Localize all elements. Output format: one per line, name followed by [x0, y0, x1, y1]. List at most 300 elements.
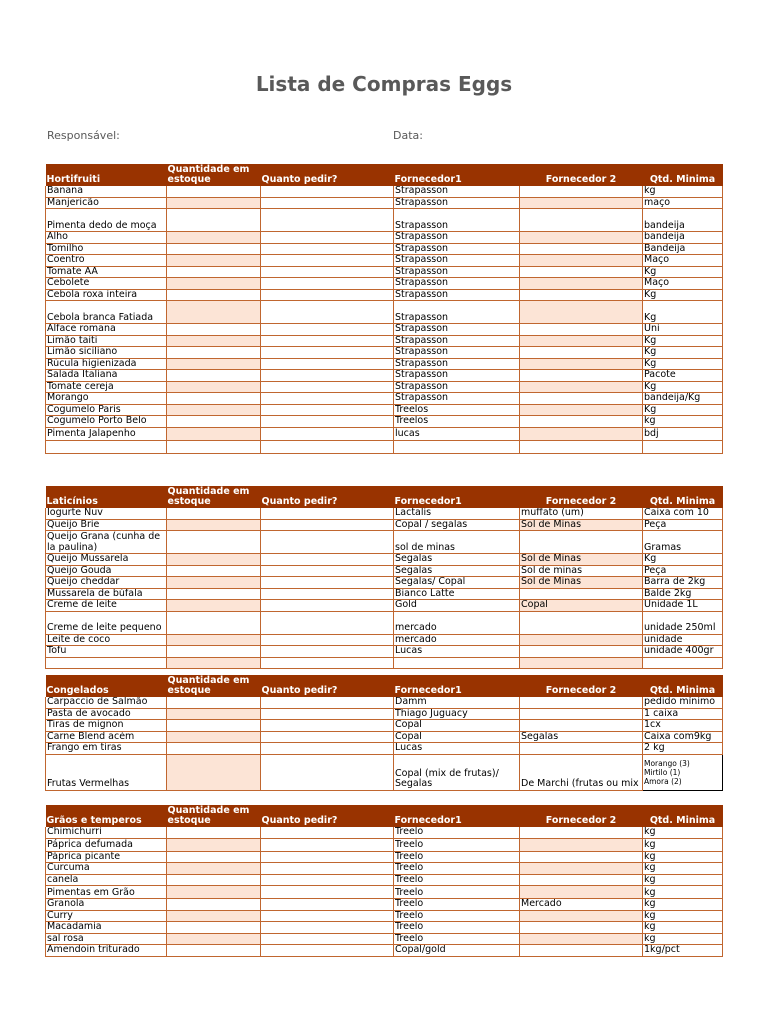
- order-qty-cell[interactable]: [261, 565, 394, 577]
- supplier1-cell: Copal (mix de frutas)/ Segalas: [394, 754, 520, 790]
- stock-qty-cell[interactable]: [167, 324, 261, 336]
- min-qty-cell: bdj: [643, 427, 723, 440]
- min-qty-cell: Caixa com9kg: [643, 731, 723, 743]
- stock-qty-header: Quantidade em estoque: [167, 486, 261, 508]
- item-name-cell: Frango em tiras: [46, 743, 167, 755]
- stock-qty-cell[interactable]: [167, 440, 261, 453]
- min-qty-cell: Kg: [643, 335, 723, 347]
- item-name-cell: Queijo Brie: [46, 519, 167, 531]
- supplier1-cell: Strapasson: [394, 243, 520, 255]
- supplier2-cell: [520, 289, 643, 301]
- stock-qty-cell[interactable]: [167, 427, 261, 440]
- item-name-cell: Frutas Vermelhas: [46, 754, 167, 790]
- supplier1-cell: Copal: [394, 731, 520, 743]
- item-name-cell: Tofu: [46, 646, 167, 658]
- min-qty-cell: bandeija/Kg: [643, 393, 723, 405]
- table-row: [46, 565, 723, 577]
- supplier1-cell: Strapasson: [394, 232, 520, 244]
- stock-qty-cell[interactable]: [167, 743, 261, 755]
- order-qty-header: Quanto pedir?: [261, 164, 394, 186]
- stock-qty-cell[interactable]: [167, 393, 261, 405]
- stock-qty-cell[interactable]: [167, 838, 261, 851]
- stock-qty-cell[interactable]: [167, 600, 261, 612]
- item-name-cell: Tomate cereja: [46, 381, 167, 393]
- order-qty-cell[interactable]: [261, 255, 394, 267]
- supplier1-cell: Treelo: [394, 899, 520, 911]
- supplier1-cell: Segalas: [394, 554, 520, 566]
- stock-qty-cell[interactable]: [167, 565, 261, 577]
- supplier1-cell: Bianco Latte: [394, 588, 520, 600]
- stock-qty-cell[interactable]: [167, 381, 261, 393]
- supplier2-cell: [520, 851, 643, 863]
- order-qty-cell[interactable]: [261, 370, 394, 382]
- stock-qty-header: Quantidade em estoque: [167, 164, 261, 186]
- min-qty-cell: 1kg/pct: [643, 945, 723, 957]
- section-hortifruiti: [45, 164, 722, 454]
- order-qty-cell[interactable]: [261, 697, 394, 708]
- min-qty-cell: pedido mínimo: [643, 697, 723, 708]
- stock-qty-cell[interactable]: [167, 347, 261, 359]
- item-name-cell: Queijo cheddar: [46, 577, 167, 589]
- order-qty-cell[interactable]: [261, 708, 394, 720]
- supplier1-cell: Copal: [394, 720, 520, 732]
- min-qty-cell: [643, 440, 723, 453]
- stock-qty-cell[interactable]: [167, 910, 261, 922]
- order-qty-cell[interactable]: [261, 289, 394, 301]
- order-qty-cell[interactable]: [261, 577, 394, 589]
- order-qty-cell[interactable]: [261, 634, 394, 646]
- order-qty-cell[interactable]: [261, 358, 394, 370]
- supplier2-cell: [520, 381, 643, 393]
- supplier2-cell: [520, 370, 643, 382]
- supplier2-header: Fornecedor 2: [520, 164, 643, 186]
- min-qty-cell: unidade 400gr: [643, 646, 723, 658]
- order-qty-cell[interactable]: [261, 266, 394, 278]
- supplier1-cell: Lactalis: [394, 508, 520, 519]
- item-name-cell: Manjericão: [46, 197, 167, 209]
- order-qty-cell[interactable]: [261, 440, 394, 453]
- table-row: [46, 393, 723, 405]
- min-qty-cell: Kg: [643, 289, 723, 301]
- supplier2-cell: [520, 440, 643, 453]
- item-name-cell: Páprica defumada: [46, 838, 167, 851]
- supplier1-cell: Strapasson: [394, 197, 520, 209]
- supplier1-cell: Strapasson: [394, 370, 520, 382]
- order-qty-cell[interactable]: [261, 611, 394, 634]
- stock-qty-cell[interactable]: [167, 577, 261, 589]
- section-congelados: [45, 675, 722, 791]
- item-name-cell: Granola: [46, 899, 167, 911]
- item-name-cell: Pasta de avocado: [46, 708, 167, 720]
- table-row: [46, 611, 723, 634]
- order-qty-cell[interactable]: [261, 416, 394, 428]
- supplier1-cell: Strapasson: [394, 255, 520, 267]
- order-qty-cell[interactable]: [261, 427, 394, 440]
- congelados-table: [45, 675, 723, 791]
- supplier2-cell: [520, 611, 643, 634]
- stock-qty-cell[interactable]: [167, 358, 261, 370]
- table-row: [46, 404, 723, 416]
- order-qty-cell[interactable]: [261, 186, 394, 197]
- supplier2-cell: [520, 427, 643, 440]
- supplier1-cell: Strapasson: [394, 358, 520, 370]
- table-row: [46, 301, 723, 324]
- order-qty-cell[interactable]: [261, 874, 394, 886]
- item-name-cell: Iogurte Nuv: [46, 508, 167, 519]
- supplier1-header: Fornecedor1: [394, 805, 520, 827]
- supplier2-cell: [520, 657, 643, 668]
- stock-qty-cell[interactable]: [167, 922, 261, 934]
- supplier1-header: Fornecedor1: [394, 164, 520, 186]
- order-qty-cell[interactable]: [261, 933, 394, 945]
- supplier2-cell: [520, 646, 643, 658]
- order-qty-cell[interactable]: [261, 910, 394, 922]
- table-row: [46, 508, 723, 519]
- order-qty-cell[interactable]: [261, 863, 394, 875]
- supplier1-cell: Treelos: [394, 404, 520, 416]
- section-laticinios: [45, 486, 722, 669]
- supplier2-cell: [520, 243, 643, 255]
- stock-qty-cell[interactable]: [167, 708, 261, 720]
- table-row: [46, 634, 723, 646]
- min-qty-cell: kg: [643, 874, 723, 886]
- stock-qty-cell[interactable]: [167, 754, 261, 790]
- order-qty-cell[interactable]: [261, 731, 394, 743]
- table-row: [46, 324, 723, 336]
- table-row: [46, 838, 723, 851]
- order-qty-cell[interactable]: [261, 720, 394, 732]
- min-qty-cell: Peça: [643, 565, 723, 577]
- stock-qty-cell[interactable]: [167, 531, 261, 554]
- item-name-cell: [46, 657, 167, 668]
- stock-qty-cell[interactable]: [167, 370, 261, 382]
- supplier2-header: Fornecedor 2: [520, 675, 643, 697]
- table-row: [46, 255, 723, 267]
- stock-qty-cell[interactable]: [167, 634, 261, 646]
- supplier2-cell: [520, 186, 643, 197]
- order-qty-cell[interactable]: [261, 404, 394, 416]
- stock-qty-cell[interactable]: [167, 266, 261, 278]
- supplier2-cell: [520, 708, 643, 720]
- laticinios-table: [45, 486, 723, 669]
- supplier1-cell: Strapasson: [394, 335, 520, 347]
- supplier1-cell: Treelo: [394, 910, 520, 922]
- item-name-cell: Tomate AA: [46, 266, 167, 278]
- order-qty-cell[interactable]: [261, 646, 394, 658]
- header-row: [46, 164, 723, 186]
- stock-qty-cell[interactable]: [167, 851, 261, 863]
- stock-qty-cell[interactable]: [167, 657, 261, 668]
- order-qty-cell[interactable]: [261, 600, 394, 612]
- table-row: [46, 945, 723, 957]
- supplier1-cell: Treelo: [394, 874, 520, 886]
- item-name-cell: Queijo Mussarela: [46, 554, 167, 566]
- supplier1-cell: Treelo: [394, 827, 520, 838]
- supplier2-header: Fornecedor 2: [520, 805, 643, 827]
- order-qty-cell[interactable]: [261, 838, 394, 851]
- min-qty-cell: Kg: [643, 347, 723, 359]
- responsavel-label: Responsável:: [47, 129, 120, 142]
- item-name-cell: Curcuma: [46, 863, 167, 875]
- table-row: [46, 243, 723, 255]
- item-name-cell: Curry: [46, 910, 167, 922]
- min-qty-cell: kg: [643, 933, 723, 945]
- table-row: [46, 186, 723, 197]
- supplier1-cell: Strapasson: [394, 278, 520, 290]
- min-qty-cell: 1cx: [643, 720, 723, 732]
- table-row: [46, 600, 723, 612]
- table-row: [46, 358, 723, 370]
- header-row: [46, 486, 723, 508]
- table-row: [46, 743, 723, 755]
- supplier2-cell: [520, 197, 643, 209]
- min-qty-cell: 2 kg: [643, 743, 723, 755]
- stock-qty-cell[interactable]: [167, 863, 261, 875]
- supplier1-cell: Segalas/ Copal: [394, 577, 520, 589]
- supplier2-cell: [520, 301, 643, 324]
- supplier2-cell: [520, 416, 643, 428]
- stock-qty-cell[interactable]: [167, 404, 261, 416]
- stock-qty-cell[interactable]: [167, 554, 261, 566]
- table-row: [46, 827, 723, 838]
- min-qty-header: Qtd. Minima: [643, 164, 723, 186]
- item-name-cell: Coentro: [46, 255, 167, 267]
- supplier1-cell: Treelo: [394, 933, 520, 945]
- item-name-cell: Pimentas em Grão: [46, 886, 167, 899]
- table-row: [46, 720, 723, 732]
- supplier1-cell: Treelo: [394, 851, 520, 863]
- order-qty-cell[interactable]: [261, 278, 394, 290]
- stock-qty-cell[interactable]: [167, 874, 261, 886]
- table-row: [46, 335, 723, 347]
- min-qty-cell: Kg: [643, 554, 723, 566]
- header-row: [46, 675, 723, 697]
- supplier1-cell: Treelo: [394, 863, 520, 875]
- supplier2-cell: [520, 531, 643, 554]
- min-qty-cell: unidade: [643, 634, 723, 646]
- item-name-cell: Pimenta Jalapenho: [46, 427, 167, 440]
- item-name-cell: Queijo Grana (cunha de la paulina): [46, 531, 167, 554]
- min-qty-cell: Caixa com 10: [643, 508, 723, 519]
- supplier2-cell: [520, 404, 643, 416]
- min-qty-cell: kg: [643, 186, 723, 197]
- stock-qty-cell[interactable]: [167, 255, 261, 267]
- item-name-cell: Alface romana: [46, 324, 167, 336]
- supplier2-cell: [520, 278, 643, 290]
- table-row: [46, 440, 723, 453]
- min-qty-header: Qtd. Minima: [643, 675, 723, 697]
- supplier2-cell: [520, 266, 643, 278]
- stock-qty-cell[interactable]: [167, 209, 261, 232]
- item-name-cell: Creme de leite pequeno: [46, 611, 167, 634]
- min-qty-cell: kg: [643, 863, 723, 875]
- min-qty-cell: Kg: [643, 381, 723, 393]
- table-row: [46, 232, 723, 244]
- supplier1-cell: Strapasson: [394, 266, 520, 278]
- supplier1-cell: Strapasson: [394, 209, 520, 232]
- stock-qty-header: Quantidade em estoque: [167, 675, 261, 697]
- min-qty-cell: kg: [643, 838, 723, 851]
- supplier2-cell: Mercado: [520, 899, 643, 911]
- table-row: [46, 910, 723, 922]
- stock-qty-cell[interactable]: [167, 278, 261, 290]
- supplier1-cell: Copal / segalas: [394, 519, 520, 531]
- stock-qty-cell[interactable]: [167, 731, 261, 743]
- table-row: [46, 416, 723, 428]
- stock-qty-cell[interactable]: [167, 186, 261, 197]
- supplier2-cell: [520, 910, 643, 922]
- min-qty-cell: 1 caixa: [643, 708, 723, 720]
- supplier2-cell: Sol de minas: [520, 565, 643, 577]
- item-name-cell: Pimenta dedo de moça: [46, 209, 167, 232]
- min-qty-cell: kg: [643, 910, 723, 922]
- supplier2-cell: Sol de Minas: [520, 519, 643, 531]
- table-row: [46, 754, 723, 790]
- supplier1-cell: [394, 440, 520, 453]
- supplier2-cell: [520, 634, 643, 646]
- stock-qty-cell[interactable]: [167, 232, 261, 244]
- order-qty-cell[interactable]: [261, 743, 394, 755]
- order-qty-cell[interactable]: [261, 243, 394, 255]
- stock-qty-cell[interactable]: [167, 519, 261, 531]
- item-name-cell: [46, 440, 167, 453]
- order-qty-cell[interactable]: [261, 393, 394, 405]
- min-qty-cell: bandeija: [643, 209, 723, 232]
- order-qty-cell[interactable]: [261, 347, 394, 359]
- stock-qty-cell[interactable]: [167, 945, 261, 957]
- stock-qty-cell[interactable]: [167, 301, 261, 324]
- supplier1-cell: Damm: [394, 697, 520, 708]
- stock-qty-cell[interactable]: [167, 697, 261, 708]
- table-row: [46, 863, 723, 875]
- table-row: [46, 922, 723, 934]
- supplier2-cell: muffato (um): [520, 508, 643, 519]
- category-header: Laticínios: [46, 486, 167, 508]
- min-qty-cell: Maço: [643, 255, 723, 267]
- order-qty-cell[interactable]: [261, 519, 394, 531]
- min-qty-cell: Gramas: [643, 531, 723, 554]
- order-qty-cell[interactable]: [261, 588, 394, 600]
- stock-qty-cell[interactable]: [167, 899, 261, 911]
- order-qty-cell[interactable]: [261, 554, 394, 566]
- stock-qty-cell[interactable]: [167, 933, 261, 945]
- order-qty-cell[interactable]: [261, 209, 394, 232]
- stock-qty-cell[interactable]: [167, 508, 261, 519]
- table-row: [46, 278, 723, 290]
- order-qty-cell[interactable]: [261, 531, 394, 554]
- stock-qty-cell[interactable]: [167, 289, 261, 301]
- supplier1-cell: Segalas: [394, 565, 520, 577]
- stock-qty-cell[interactable]: [167, 588, 261, 600]
- min-qty-cell: kg: [643, 416, 723, 428]
- supplier1-cell: Strapasson: [394, 289, 520, 301]
- order-qty-cell[interactable]: [261, 851, 394, 863]
- table-row: [46, 554, 723, 566]
- order-qty-cell[interactable]: [261, 754, 394, 790]
- order-qty-cell[interactable]: [261, 381, 394, 393]
- supplier1-cell: Strapasson: [394, 347, 520, 359]
- data-label: Data:: [393, 129, 423, 142]
- order-qty-cell[interactable]: [261, 232, 394, 244]
- table-row: [46, 427, 723, 440]
- supplier1-cell: Strapasson: [394, 381, 520, 393]
- supplier2-cell: [520, 720, 643, 732]
- min-qty-cell: Kg: [643, 266, 723, 278]
- stock-qty-cell[interactable]: [167, 335, 261, 347]
- supplier1-cell: Copal/gold: [394, 945, 520, 957]
- item-name-cell: canela: [46, 874, 167, 886]
- supplier1-cell: Lucas: [394, 743, 520, 755]
- min-qty-cell: kg: [643, 886, 723, 899]
- supplier1-cell: mercado: [394, 634, 520, 646]
- order-qty-cell[interactable]: [261, 508, 394, 519]
- supplier2-cell: [520, 827, 643, 838]
- supplier1-cell: Treelo: [394, 886, 520, 899]
- item-name-cell: Leite de coco: [46, 634, 167, 646]
- item-name-cell: Cogumelo Paris: [46, 404, 167, 416]
- order-qty-cell[interactable]: [261, 197, 394, 209]
- min-qty-header: Qtd. Minima: [643, 805, 723, 827]
- item-name-cell: Amendoin triturado: [46, 945, 167, 957]
- supplier1-cell: Strapasson: [394, 324, 520, 336]
- order-qty-cell[interactable]: [261, 324, 394, 336]
- order-qty-cell[interactable]: [261, 922, 394, 934]
- order-qty-cell[interactable]: [261, 657, 394, 668]
- supplier2-cell: [520, 922, 643, 934]
- order-qty-cell[interactable]: [261, 886, 394, 899]
- table-row: [46, 577, 723, 589]
- stock-qty-cell[interactable]: [167, 243, 261, 255]
- order-qty-cell[interactable]: [261, 945, 394, 957]
- supplier2-cell: [520, 255, 643, 267]
- stock-qty-cell[interactable]: [167, 827, 261, 838]
- supplier2-cell: [520, 347, 643, 359]
- stock-qty-cell[interactable]: [167, 611, 261, 634]
- stock-qty-cell[interactable]: [167, 197, 261, 209]
- item-name-cell: Limão taiti: [46, 335, 167, 347]
- item-name-cell: Cebola roxa inteira: [46, 289, 167, 301]
- order-qty-cell[interactable]: [261, 301, 394, 324]
- page-title: Lista de Compras Eggs: [255, 72, 513, 96]
- min-qty-cell: Kg: [643, 358, 723, 370]
- item-name-cell: Cogumelo Porto Belo: [46, 416, 167, 428]
- stock-qty-cell[interactable]: [167, 886, 261, 899]
- table-row: [46, 347, 723, 359]
- category-header: Grãos e temperos: [46, 805, 167, 827]
- order-qty-cell[interactable]: [261, 899, 394, 911]
- table-row: [46, 519, 723, 531]
- order-qty-cell[interactable]: [261, 827, 394, 838]
- stock-qty-cell[interactable]: [167, 646, 261, 658]
- min-qty-cell: Uni: [643, 324, 723, 336]
- supplier1-cell: mercado: [394, 611, 520, 634]
- supplier2-header: Fornecedor 2: [520, 486, 643, 508]
- item-name-cell: Cebolete: [46, 278, 167, 290]
- stock-qty-cell[interactable]: [167, 416, 261, 428]
- order-qty-cell[interactable]: [261, 335, 394, 347]
- item-name-cell: Rúcula higienizada: [46, 358, 167, 370]
- supplier1-cell: Treelos: [394, 416, 520, 428]
- supplier2-cell: [520, 588, 643, 600]
- supplier2-cell: [520, 324, 643, 336]
- item-name-cell: Mussarela de búfala: [46, 588, 167, 600]
- item-name-cell: sal rosa: [46, 933, 167, 945]
- supplier2-cell: [520, 209, 643, 232]
- item-name-cell: Tiras de mignon: [46, 720, 167, 732]
- stock-qty-cell[interactable]: [167, 720, 261, 732]
- min-qty-cell: Pacote: [643, 370, 723, 382]
- supplier2-cell: [520, 863, 643, 875]
